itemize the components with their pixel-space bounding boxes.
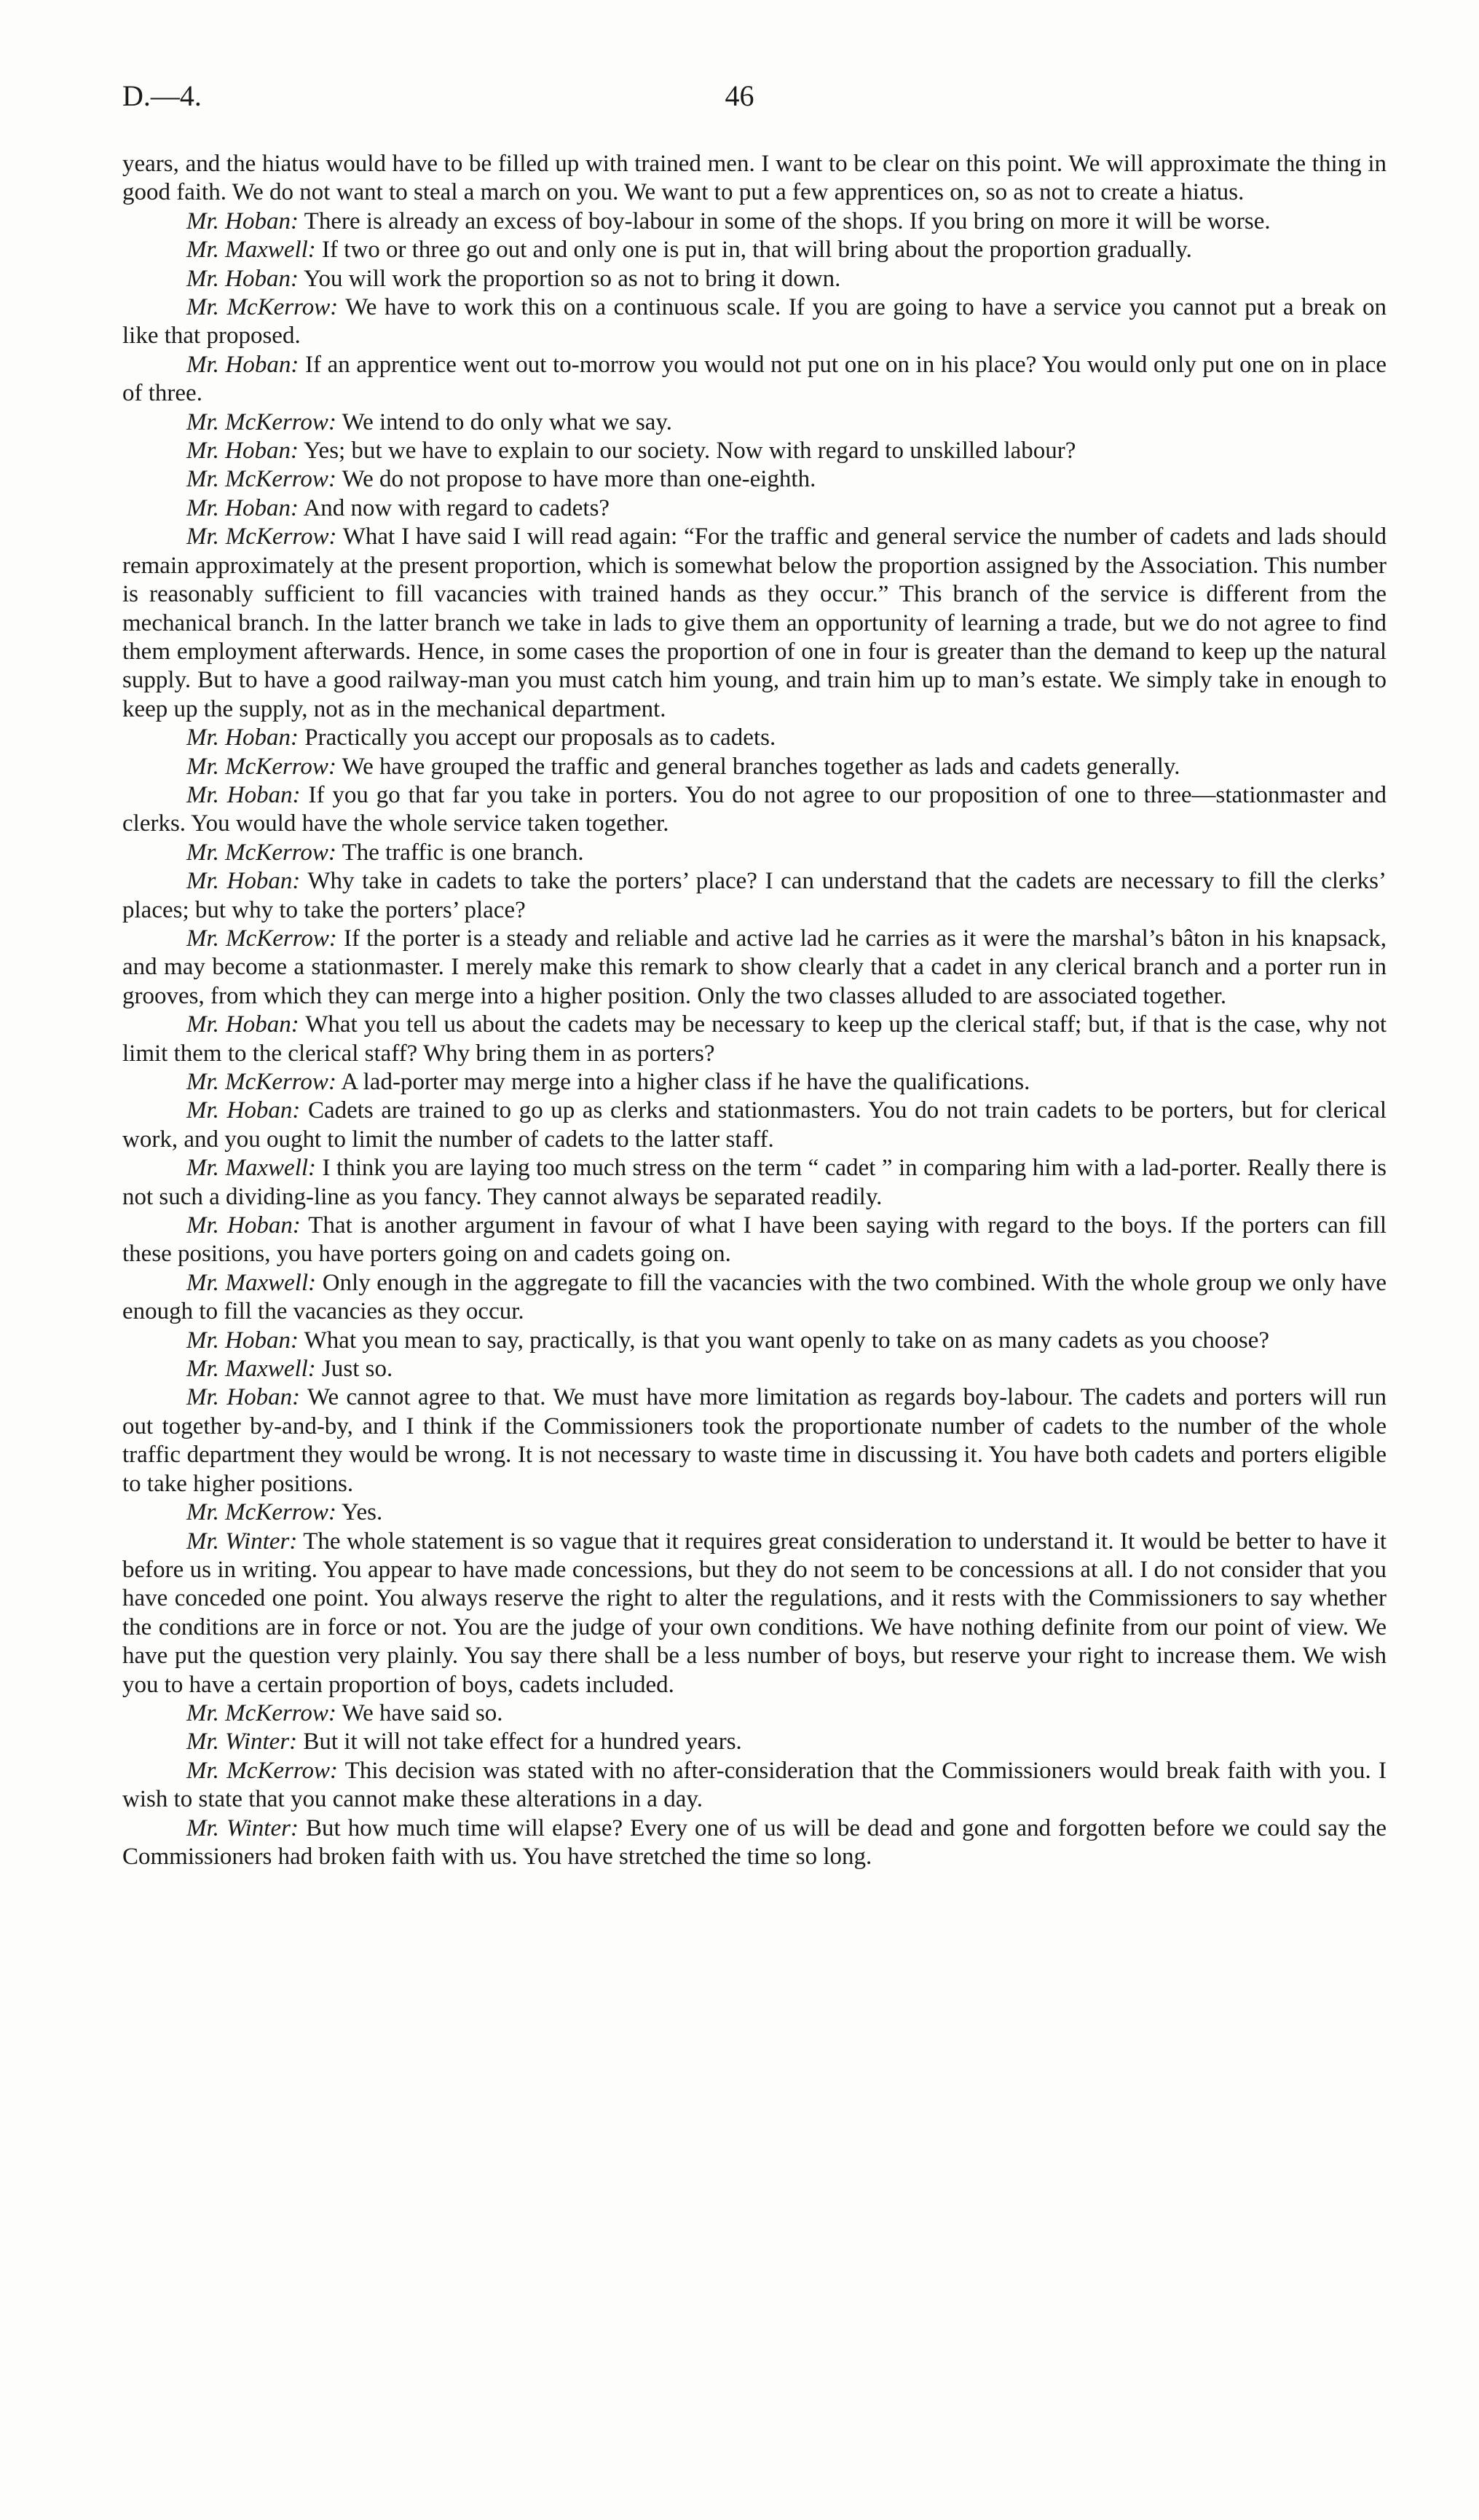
speech-text: But how much time will elapse? Every one of us will be dead and gone and forgotten before we could say the Commissioners had broken faith with us. You have stretched the time so long. [122,1814,1387,1870]
speaker-name: Mr. Hoban: [186,494,299,521]
speech-text: If an apprentice went out to-morrow you would not put one on in his place? You would only put one on in place of three. [122,351,1387,407]
speech-text: The whole statement is so vague that it requires great consideration to understand it. It would be better to have it before us in writing. You appear to have made concessions, but they do not seem to be concessions at all. I do not consider that you have conceded one point. You always reserve the right to alter the regulations, and it rests with the Commissioners to say whether the conditions are in force or not. You are the judge of your own conditions. We have nothing definite from our point of view. We have put the question very plainly. You say there shall be a less number of boys, but reserve your right to increase them. We wish you to have a certain proportion of boys, cadets included. [122,1528,1387,1698]
speaker-name: Mr. Maxwell: [186,1269,317,1296]
speaker-name: Mr. McKerrow: [186,753,336,780]
speaker-name: Mr. McKerrow: [186,1069,336,1095]
speech-text: What you tell us about the cadets may be necessary to keep up the clerical staff; but, if that is the case, why not limit them to the clerical staff? Why bring them in as porters? [122,1011,1387,1067]
speech-text: If the porter is a steady and reliable and active lad he carries as it were the marshal’s bâton in his knapsack, and may become a stationmaster. I merely make this remark to show clearly that a cadet in any clerical branch and a porter run in grooves, from which they can merge into a higher position. Only the two classes alluded to are associated together. [122,925,1387,1009]
speaker-name: Mr. McKerrow: [186,466,336,493]
speech-paragraph [122,1528,1387,1699]
speech-paragraph [122,867,1387,925]
speech-text: years, and the hiatus would have to be filled up with trained men. I want to be clear on this point. We will approximate the thing in good faith. We do not want to steal a march on you. We want to put a few apprentices on, so as not to create a hiatus. [122,151,1387,206]
speech-text: If two or three go out and only one is put in, that will bring about the proportion gradually. [322,237,1192,264]
transcript-body [122,150,1387,1871]
speaker-name: Mr. Hoban: [186,724,299,751]
speech-text: This decision was stated with no after-consideration that the Commissioners would break faith with you. I wish to state that you cannot make these alterations in a day. [122,1757,1387,1813]
speech-text: Yes; but we have to explain to our society. Now with regard to unskilled labour? [304,438,1076,465]
speech-text: Practically you accept our proposals as to cadets. [304,724,776,751]
speech-text: We have to work this on a continuous scale. If you are going to have a service you cannot put a break on like that proposed. [122,294,1387,349]
speech-paragraph [122,1212,1387,1269]
speech-text: What I have said I will read again: “For the traffic and general service the number of cadets and lads should remain approximately at the present proportion, which is somewhat below the proportion assigned by the Association. This number is reasonably sufficient to fill vacancies with trained hands as they occur.” This branch of the service is different from the mechanical branch. In the latter branch we take in lads to give them an opportunity of learning a trade, but we do not agree to find them employment afterwards. Hence, in some cases the proportion of one in four is greater than the demand to keep up the natural supply. But to have a good railway-man you must catch him young, and train him up to man’s estate. We simply take in enough to keep up the supply, not as in the mechanical department. [122,524,1387,722]
speaker-name: Mr. Hoban: [186,265,299,292]
speech-paragraph [122,265,1387,293]
speech-paragraph [122,236,1387,264]
speaker-name: Mr. Hoban: [186,351,299,378]
speech-paragraph [122,839,1387,867]
speaker-name: Mr. Winter: [186,1814,299,1841]
speech-paragraph [122,1269,1387,1327]
speech-paragraph [122,1728,1387,1756]
speech-text: Just so. [322,1356,393,1383]
speaker-name: Mr. Maxwell: [186,237,316,264]
speech-text: The traffic is one branch. [342,839,584,866]
speech-paragraph [122,1355,1387,1383]
speech-paragraph [122,408,1387,437]
speech-paragraph [122,293,1387,351]
speech-text: We have said so. [342,1699,503,1726]
speaker-name: Mr. McKerrow: [186,408,336,435]
speaker-name: Mr. McKerrow: [186,294,339,321]
speech-text: You will work the proportion so as not to bring it down. [304,265,841,292]
speaker-name: Mr. McKerrow: [186,925,337,952]
speech-paragraph [122,465,1387,494]
speaker-name: Mr. Hoban: [186,781,301,808]
speech-text: What you mean to say, practically, is that you want openly to take on as many cadets as you choose? [304,1327,1270,1354]
speech-paragraph [122,925,1387,1011]
speech-paragraph [122,1757,1387,1814]
speech-text: A lad-porter may merge into a higher class if he have the qualifications. [341,1069,1030,1095]
speech-text: We have grouped the traffic and general branches together as lads and cadets generally. [342,753,1180,780]
speech-paragraph [122,208,1387,236]
speaker-name: Mr. Maxwell: [186,1356,316,1383]
speech-text: If you go that far you take in porters. You do not agree to our proposition of one to three—stationmaster and clerks. You would have the whole service taken together. [122,781,1387,837]
speaker-name: Mr. McKerrow: [186,1499,336,1526]
speaker-name: Mr. Hoban: [186,1011,299,1038]
speaker-name: Mr. Hoban: [186,438,299,465]
speech-text: We do not propose to have more than one-eighth. [342,466,816,493]
speaker-name: Mr. McKerrow: [186,839,336,866]
speech-paragraph [122,1154,1387,1212]
speaker-name: Mr. Hoban: [186,868,301,895]
document-reference: D.—4. [122,79,202,112]
speech-text: Cadets are trained to go up as clerks and stationmasters. You do not train cadets to be porters, but for clerical work, and you ought to limit the number of cadets to the latter staff. [122,1097,1387,1153]
speaker-name: Mr. Winter: [186,1729,298,1755]
speech-paragraph [122,781,1387,839]
continued-paragraph [122,150,1387,208]
page-header [122,79,1357,122]
speaker-name: Mr. Hoban: [186,1097,301,1124]
speaker-name: Mr. Hoban: [186,1212,301,1239]
speech-paragraph [122,1498,1387,1527]
speech-paragraph [122,1383,1387,1498]
speaker-name: Mr. McKerrow: [186,524,337,550]
speech-text: I think you are laying too much stress on the term “ cadet ” in comparing him with a lad-porter. Really there is not such a dividing-line as you fancy. They cannot always be separated readily. [122,1155,1387,1210]
speech-text: Only enough in the aggregate to fill the vacancies with the two combined. With the whole group we only have enough to fill the vacancies as they occur. [122,1269,1387,1325]
speech-paragraph [122,1327,1387,1355]
speech-paragraph [122,1097,1387,1154]
speech-paragraph [122,437,1387,465]
speech-text: But it will not take effect for a hundred years. [303,1729,742,1755]
speaker-name: Mr. Maxwell: [186,1155,317,1182]
speech-paragraph [122,1814,1387,1872]
speech-text: That is another argument in favour of what I have been saying with regard to the boys. If the porters can fill these positions, you have porters going on and cadets going on. [122,1212,1387,1268]
speaker-name: Mr. McKerrow: [186,1757,338,1784]
speech-text: Yes. [341,1499,383,1526]
speech-paragraph [122,724,1387,752]
speech-paragraph [122,351,1387,408]
speech-paragraph [122,1011,1387,1068]
speech-text: Why take in cadets to take the porters’ place? I can understand that the cadets are necessary to fill the clerks’ places; but why to take the porters’ place? [122,868,1387,923]
speech-text: We cannot agree to that. We must have more limitation as regards boy-labour. The cadets and porters will run out together by-and-by, and I think if the Commissioners took the proportionate number of cadets to the number of the whole traffic department they would be wrong. It is not necessary to waste time in discussing it. You have both cadets and porters eligible to take higher positions. [122,1384,1387,1497]
speaker-name: Mr. Winter: [186,1528,298,1555]
speech-paragraph [122,1699,1387,1728]
speech-paragraph [122,494,1387,523]
speaker-name: Mr. McKerrow: [186,1699,336,1726]
speech-paragraph [122,753,1387,781]
speech-text: There is already an excess of boy-labour in some of the shops. If you bring on more it will be worse. [304,208,1271,234]
speech-paragraph [122,1068,1387,1097]
page-number: 46 [725,79,754,112]
speech-text: We intend to do only what we say. [342,408,673,435]
speaker-name: Mr. Hoban: [186,208,299,234]
speaker-name: Mr. Hoban: [186,1384,301,1411]
speaker-name: Mr. Hoban: [186,1327,299,1354]
speech-paragraph [122,523,1387,724]
speech-text: And now with regard to cadets? [303,494,610,521]
